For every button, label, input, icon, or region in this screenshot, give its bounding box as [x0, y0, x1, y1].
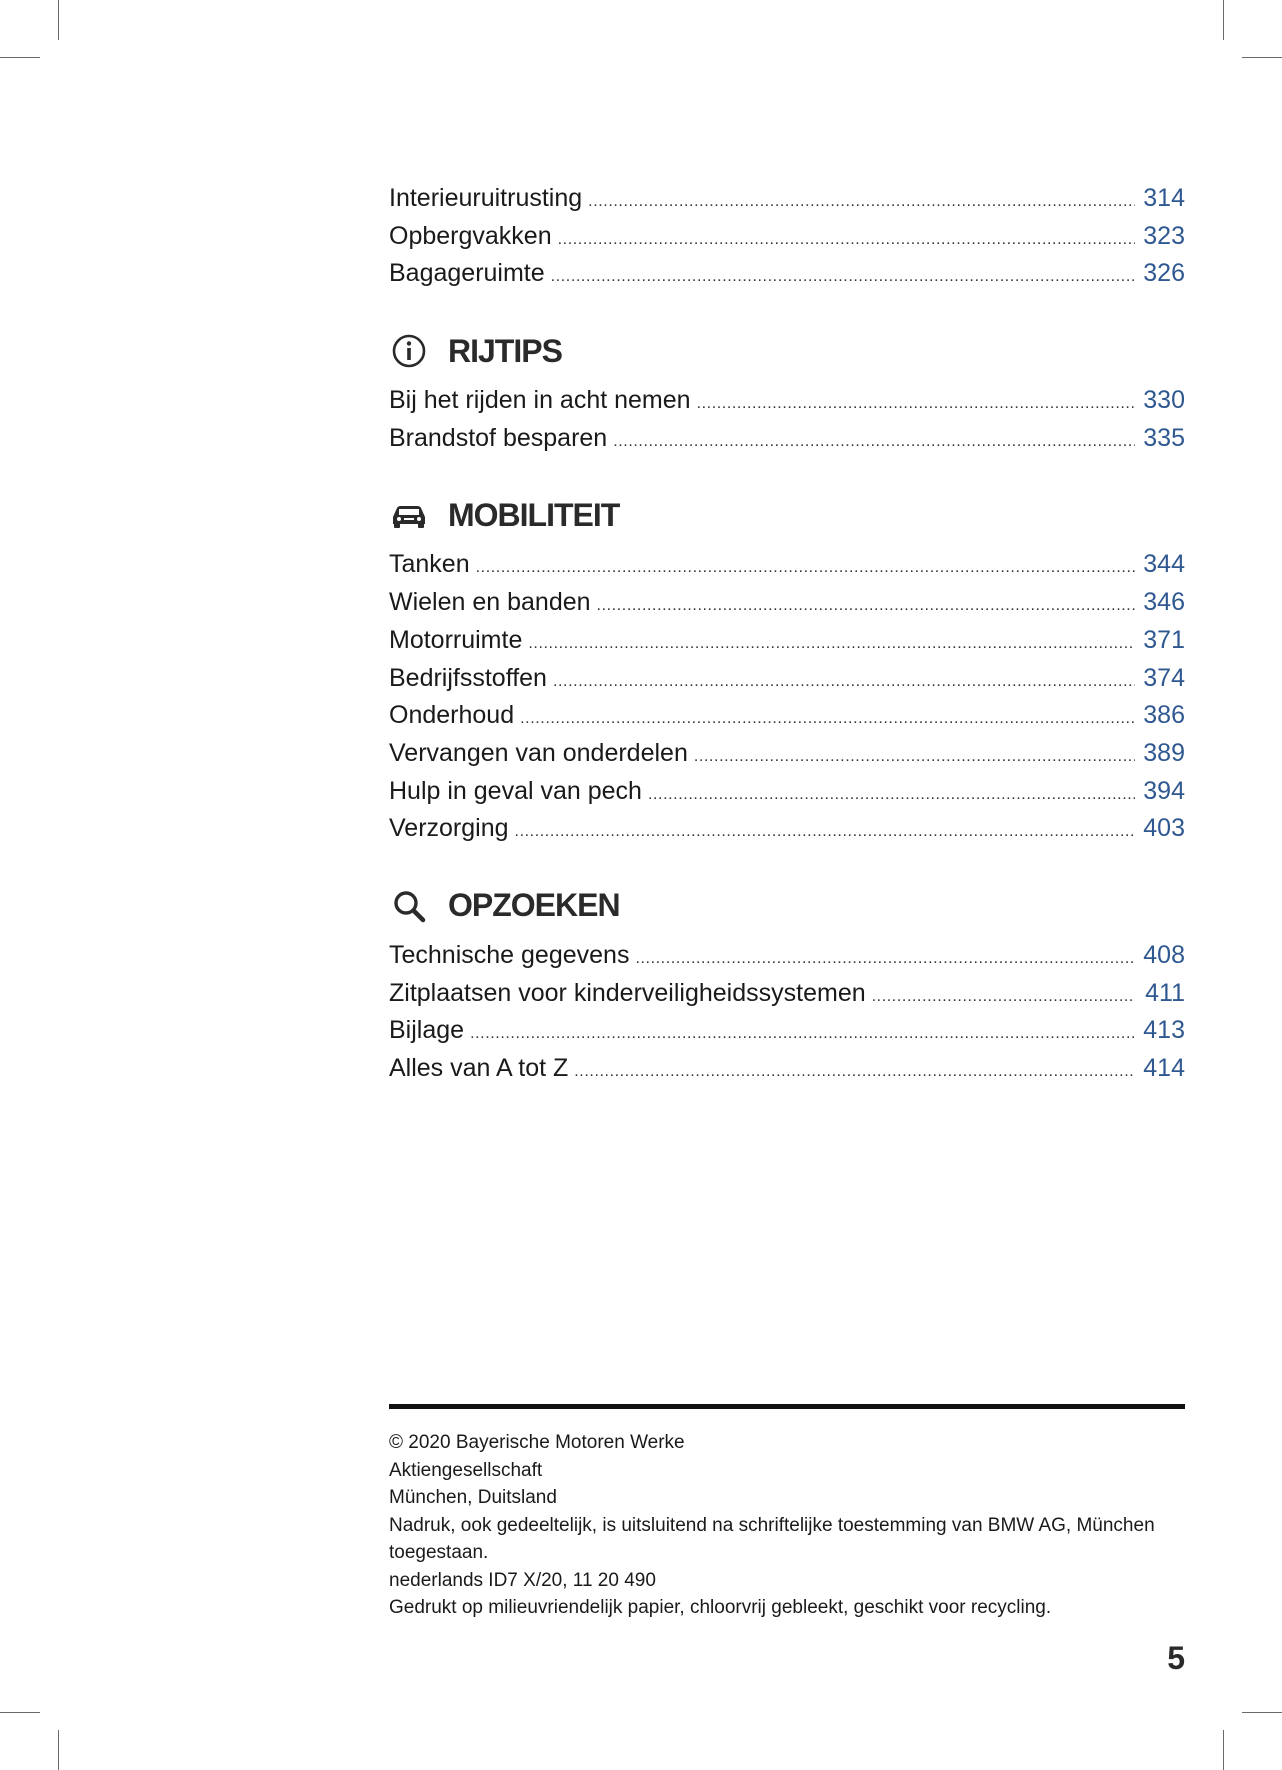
toc-sections — [389, 327, 1185, 1088]
toc-entry-page[interactable]: 394 — [1143, 776, 1185, 805]
toc-entry[interactable] — [389, 937, 1185, 975]
dot-leader — [476, 549, 1135, 587]
toc-entry[interactable] — [389, 180, 1185, 218]
dot-leader — [597, 587, 1135, 625]
toc-entry-title: Vervangen van onderdelen — [389, 738, 688, 767]
section-title: OPZOEKEN — [448, 887, 620, 924]
toc-entry[interactable] — [389, 773, 1185, 811]
toc-section — [389, 491, 1185, 848]
toc-entry[interactable] — [389, 546, 1185, 584]
dot-leader — [528, 625, 1135, 663]
dot-leader — [553, 663, 1135, 701]
dot-leader — [515, 813, 1135, 851]
toc-entry-title: Bij het rijden in acht nemen — [389, 386, 691, 415]
imprint-line: © 2020 Bayerische Motoren Werke — [389, 1432, 685, 1453]
imprint-line: Aktiengesellschaft — [389, 1459, 543, 1481]
toc-entry-title: Verzorging — [389, 814, 509, 843]
toc-entry[interactable] — [389, 382, 1185, 420]
toc-entry-title: Bedrijfsstoffen — [389, 663, 547, 692]
dot-leader — [574, 1053, 1135, 1091]
toc-entry[interactable] — [389, 735, 1185, 773]
car-icon — [389, 495, 429, 535]
crop-mark — [58, 0, 59, 40]
dot-leader — [648, 776, 1135, 814]
toc-entry-page[interactable]: 335 — [1143, 423, 1185, 452]
toc-entry[interactable] — [389, 810, 1185, 848]
toc-entry-title: Wielen en banden — [389, 588, 591, 617]
imprint-line: Gedrukt op milieuvriendelijk papier, chloorvrij gebleekt, geschikt voor recycling. — [389, 1597, 1052, 1618]
info-icon — [389, 331, 429, 371]
toc-entry-title: Onderhoud — [389, 701, 515, 730]
toc-entry-title: Opbergvakken — [389, 221, 552, 250]
imprint-line: toegestaan. — [389, 1542, 489, 1563]
toc-entry[interactable] — [389, 584, 1185, 622]
toc-entry-title: Bijlage — [389, 1016, 465, 1045]
crop-mark — [1223, 0, 1224, 40]
toc-entry-title: Alles van A tot Z — [389, 1054, 569, 1082]
dot-leader — [694, 738, 1135, 776]
crop-mark — [0, 1712, 40, 1713]
dot-leader — [520, 700, 1135, 738]
toc-section — [389, 327, 1185, 457]
toc-entry-page[interactable]: 330 — [1143, 386, 1185, 415]
imprint-line: Nadruk, ook gedeeltelijk, is uitsluitend na schriftelijke toestemming van BMW AG, München — [389, 1514, 1155, 1536]
toc-entry-page[interactable]: 411 — [1145, 978, 1185, 1007]
dot-leader — [635, 940, 1135, 978]
toc-entry-title: Motorruimte — [389, 625, 523, 654]
crop-mark — [0, 57, 40, 58]
toc-entry[interactable] — [389, 660, 1185, 698]
crop-mark — [1242, 57, 1282, 58]
footer-rule — [389, 1404, 1185, 1409]
toc-entry-title: Tanken — [389, 550, 470, 579]
toc-entry-title: Brandstof besparen — [389, 423, 608, 452]
toc-entry[interactable] — [389, 697, 1185, 735]
imprint-text — [389, 1429, 1185, 1622]
toc-entry[interactable] — [389, 1012, 1185, 1050]
toc-entry-page[interactable]: 389 — [1143, 738, 1185, 767]
page-number: 5 — [1167, 1640, 1185, 1676]
toc-entry[interactable] — [389, 218, 1185, 256]
section-title: MOBILITEIT — [448, 496, 620, 533]
toc-entry-title: Interieuruitrusting — [389, 184, 583, 212]
toc-entry-title: Technische gegevens — [389, 940, 630, 969]
toc-entry-title: Bagageruimte — [389, 259, 545, 288]
crop-mark — [58, 1730, 59, 1770]
toc-entry-page[interactable]: 386 — [1143, 701, 1185, 730]
section-heading — [389, 882, 1185, 930]
toc-entry[interactable] — [389, 622, 1185, 660]
dot-leader — [551, 258, 1135, 296]
dot-leader — [872, 978, 1135, 1016]
toc-entry-page[interactable]: 403 — [1143, 814, 1185, 843]
table-of-contents — [389, 180, 1185, 1088]
toc-entry[interactable] — [389, 975, 1185, 1013]
toc-entry-title: Zitplaatsen voor kinderveiligheidssystemen — [389, 978, 866, 1007]
toc-entry-page[interactable]: 414 — [1143, 1054, 1185, 1082]
imprint-line: nederlands ID7 X/20, 11 20 490 — [389, 1569, 656, 1591]
crop-mark — [1223, 1730, 1224, 1770]
toc-entry-page[interactable]: 408 — [1143, 940, 1185, 969]
dot-leader — [558, 221, 1135, 259]
section-heading — [389, 491, 1185, 539]
toc-entry[interactable] — [389, 1050, 1185, 1088]
toc-entry[interactable] — [389, 255, 1185, 293]
dot-leader — [588, 183, 1135, 221]
toc-entry-page[interactable]: 326 — [1143, 259, 1185, 288]
toc-entry-page[interactable]: 344 — [1143, 550, 1185, 579]
section-heading — [389, 327, 1185, 375]
dot-leader — [697, 385, 1135, 423]
toc-entry[interactable] — [389, 420, 1185, 458]
search-icon — [389, 886, 429, 926]
imprint-footer — [389, 1404, 1185, 1622]
dot-leader — [470, 1015, 1135, 1053]
toc-section — [389, 882, 1185, 1088]
crop-mark — [1242, 1712, 1282, 1713]
toc-entry-title: Hulp in geval van pech — [389, 776, 642, 805]
toc-intro-list — [389, 180, 1185, 293]
toc-entry-page[interactable]: 314 — [1143, 184, 1185, 212]
toc-entry-page[interactable]: 374 — [1143, 663, 1185, 692]
toc-entry-page[interactable]: 346 — [1143, 588, 1185, 617]
dot-leader — [613, 423, 1135, 461]
toc-entry-page[interactable]: 323 — [1143, 221, 1185, 250]
imprint-line: München, Duitsland — [389, 1487, 557, 1508]
section-title: RIJTIPS — [448, 332, 562, 369]
toc-entry-page[interactable]: 413 — [1143, 1016, 1185, 1045]
toc-entry-page[interactable]: 371 — [1143, 625, 1185, 654]
